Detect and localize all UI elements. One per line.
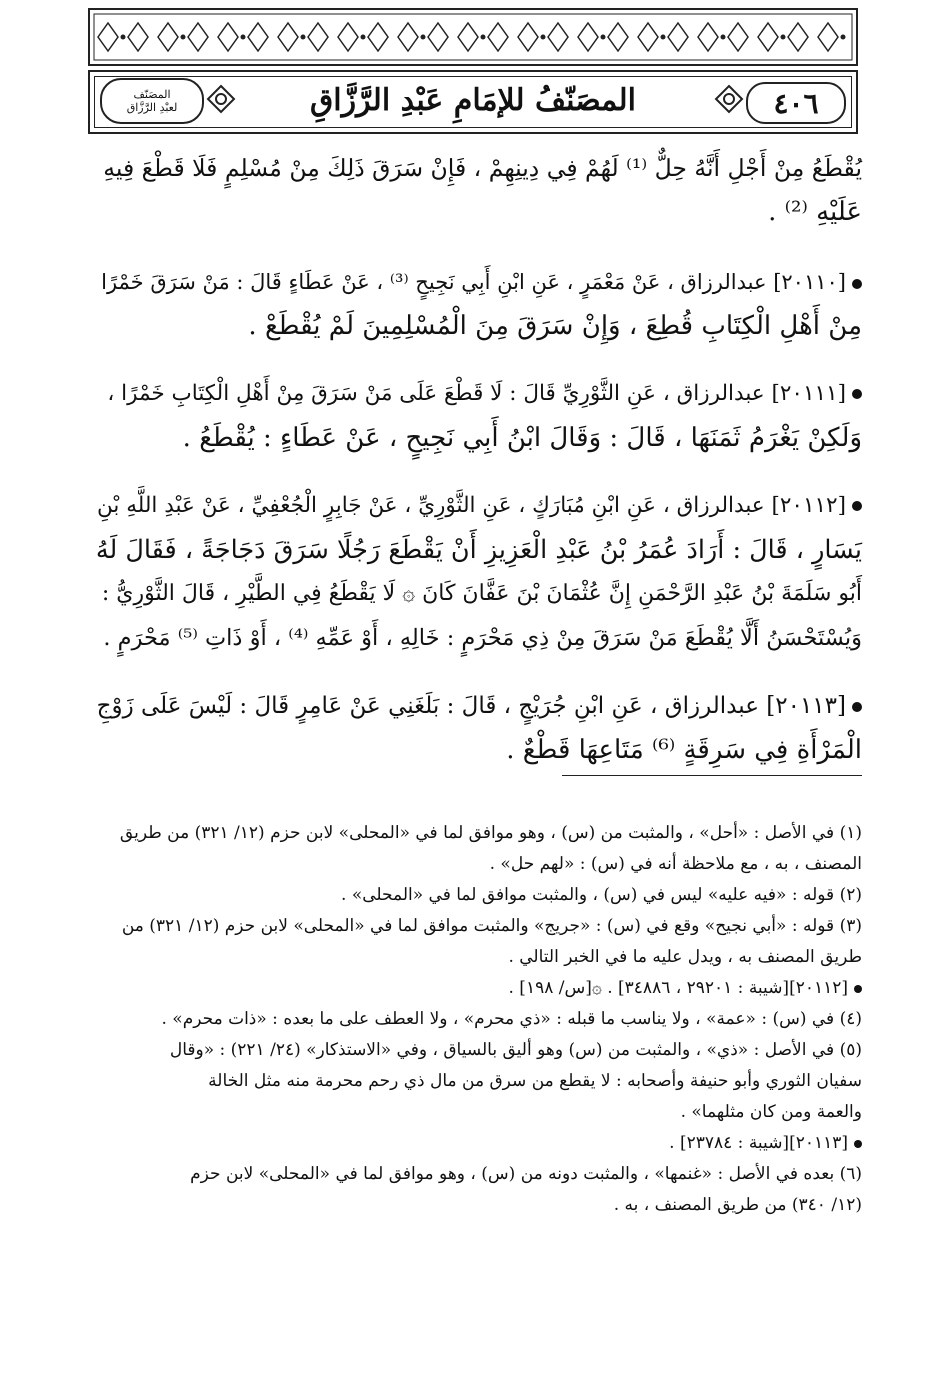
bullet-icon [854,1140,862,1148]
hadith-20110 [92,260,862,348]
text-line [92,260,862,304]
main-text [92,146,862,234]
bullet-icon [854,985,862,993]
paragraph-continuation [92,146,862,234]
footnote-2: (٢) قوله : «فيه عليه» ليس في (س) ، والمثبت موافق لما في «المحلى» . [341,885,862,905]
text-line: يَسَارٍ ، قَالَ : أَرَادَ عُمَرُ بْنُ عَبْدِ الْعَزِيزِ أَنْ يَقْطَعَ رَجُلًا سَرَقَ دَجَاجَةً ، فَقَالَ لَهُ [95,535,862,565]
knot-ornament-icon [714,84,744,114]
footnote-5-cont: سفيان الثوري وأبو حنيفة وأصحابه : لا يقطع من سرق من مال ذي رحم محرمة منه مثل الخالة [208,1071,862,1091]
reference-text: [٢٠١١٣][شيبة : ٢٣٧٨٤] . [669,1133,848,1153]
footnote-1-cont: المصنف ، به ، مع ملاحظة أنه في (س) : «لهم حل» . [489,854,862,874]
book-seal-logo [100,78,204,124]
page-number: ٤٠٦ [746,82,846,124]
hadith-text: [٢٠١١٣] عبدالرزاق ، عَنِ ابْنِ جُرَيْجٍ ، قَالَ : بَلَغَنِي عَنْ عَامِرٍ قَالَ : لَيْسَ عَلَى زَوْجِ [96,693,846,719]
seal-line: لعبْدِ الرَّزَّاق [126,101,178,114]
running-header [88,70,858,134]
text-line: وَلَكِنْ يَغْرَمُ ثَمَنَهَا ، قَالَ : وَقَالَ ابْنُ أَبِي نَجِيحٍ ، عَنْ عَطَاءٍ : يُقْطَعُ . [182,423,862,453]
hadith-text: [٢٠١١٢] عبدالرزاق ، عَنِ ابْنِ مُبَارَكٍ ، عَنِ الثَّوْرِيِّ ، عَنْ جَابِرٍ الْجُعْفِيِّ ، عَنْ عَبْدِ اللَّهِ بْنِ [97,493,846,518]
text-line [92,484,862,528]
reference-line [92,973,862,1004]
ornament-border [88,8,858,66]
footnote-4: (٤) في (س) : «عمة» ، ولا يناسب ما قبله : «ذي محرم» ، ولا العطف على ما بعده : «ذات محرم» . [161,1009,862,1029]
bullet-icon [852,501,862,511]
bullet-icon [852,702,862,712]
hadith-20111 [92,372,862,460]
bullet-icon [852,279,862,289]
footnote-divider [562,775,862,776]
footnote-3: (٣) قوله : «أبي نجيح» وقع في (س) : «جريج» والمثبت موافق لما في «المحلى» لابن حزم (١٢/ ٣٢١) من [121,916,862,936]
text-line: مِنْ أَهْلِ الْكِتَابِ قُطِعَ ، وَإِنْ سَرَقَ مِنَ الْمُسْلِمِينَ لَمْ يُقْطَعْ . [248,311,862,341]
footnote-6-cont: (١٢/ ٣٤٠) من طريق المصنف ، به . [613,1195,862,1215]
footnote-6: (٦) بعده في الأصل : «غنمها» ، والمثبت دونه من (س) ، وهو موافق لما في «المحلى» لابن حزم [190,1164,862,1184]
hadith-20112 [92,484,862,660]
text-line [92,684,862,728]
bullet-icon [852,389,862,399]
reference-text: [٢٠١١٢][شيبة : ٢٩٢٠١ ، ٣٤٨٨٦] . ۞[س/ ١٩٨] . [508,978,848,998]
hadith-20113 [92,684,862,772]
footnote-3-cont: طريق المصنف به ، ويدل عليه ما في الخبر التالي . [508,947,862,967]
seal-line: المصَنّف [133,88,171,101]
footnotes [92,818,862,1221]
hadith-text: [٢٠١١٠] عبدالرزاق ، عَنْ مَعْمَرٍ ، عَنِ ابْنِ أَبِي نَجِيحٍ ⁽³⁾ ، عَنْ عَطَاءٍ قَالَ : مَنْ سَرَقَ خَمْرًا [101,270,846,294]
text-line: يُقْطَعُ مِنْ أَجْلِ أَنَّهُ حِلٌّ ⁽¹⁾ لَهُمْ فِي دِينِهِمْ ، فَإِنْ سَرَقَ ذَلِكَ مِنْ مُسْلِمٍ فَلَا قَطْعَ فِيهِ [103,154,862,182]
reference-line [92,1128,862,1159]
hadith-text: [٢٠١١١] عبدالرزاق ، عَنِ الثَّوْرِيِّ قَالَ : لَا قَطْعَ عَلَى مَنْ سَرَقَ مِنْ أَهْلِ الْكِتَابِ خَمْرًا ، [107,381,846,406]
book-title: المصَنّفُ للإمَامِ عَبْدِ الرَّزَّاقِ [310,82,636,118]
footnote-5: (٥) في الأصل : «ذي» ، والمثبت من (س) وهو أليق بالسياق ، وفي «الاستذكار» (٢٤/ ٢٢١) : «وقال [169,1040,862,1060]
text-line: أَبُو سَلَمَةَ بْنُ عَبْدِ الرَّحْمَنِ إِنَّ عُثْمَانَ بْنَ عَفَّانَ كَانَ ۞ لَا يَقْطَعُ فِي الطَّيْرِ ، قَالَ الثَّوْرِيُّ : [101,581,862,606]
text-line: عَلَيْهِ ⁽²⁾ . [768,197,862,227]
knot-ornament-icon [206,84,236,114]
text-line [92,372,862,416]
text-line: الْمَرْأَةِ فِي سَرِقَةٍ ⁽⁶⁾ مَتَاعِهَا قَطْعٌ . [506,735,862,765]
text-line: وَيُسْتَحْسَنُ أَلَّا يُقْطَعَ مَنْ سَرَقَ مِنْ ذِي مَحْرَمٍ : خَالِهِ ، أَوْ عَمِّهِ ⁽⁴⁾ ، أَوْ ذَاتِ ⁽⁵⁾ مَحْرَمٍ . [103,625,862,651]
footnote-1: (١) في الأصل : «أحل» ، والمثبت من (س) ، وهو موافق لما في «المحلى» لابن حزم (١٢/ ٣٢١) من طريق [119,823,862,843]
footnote-5-cont: والعمة ومن كان مثلهما» . [680,1102,862,1122]
